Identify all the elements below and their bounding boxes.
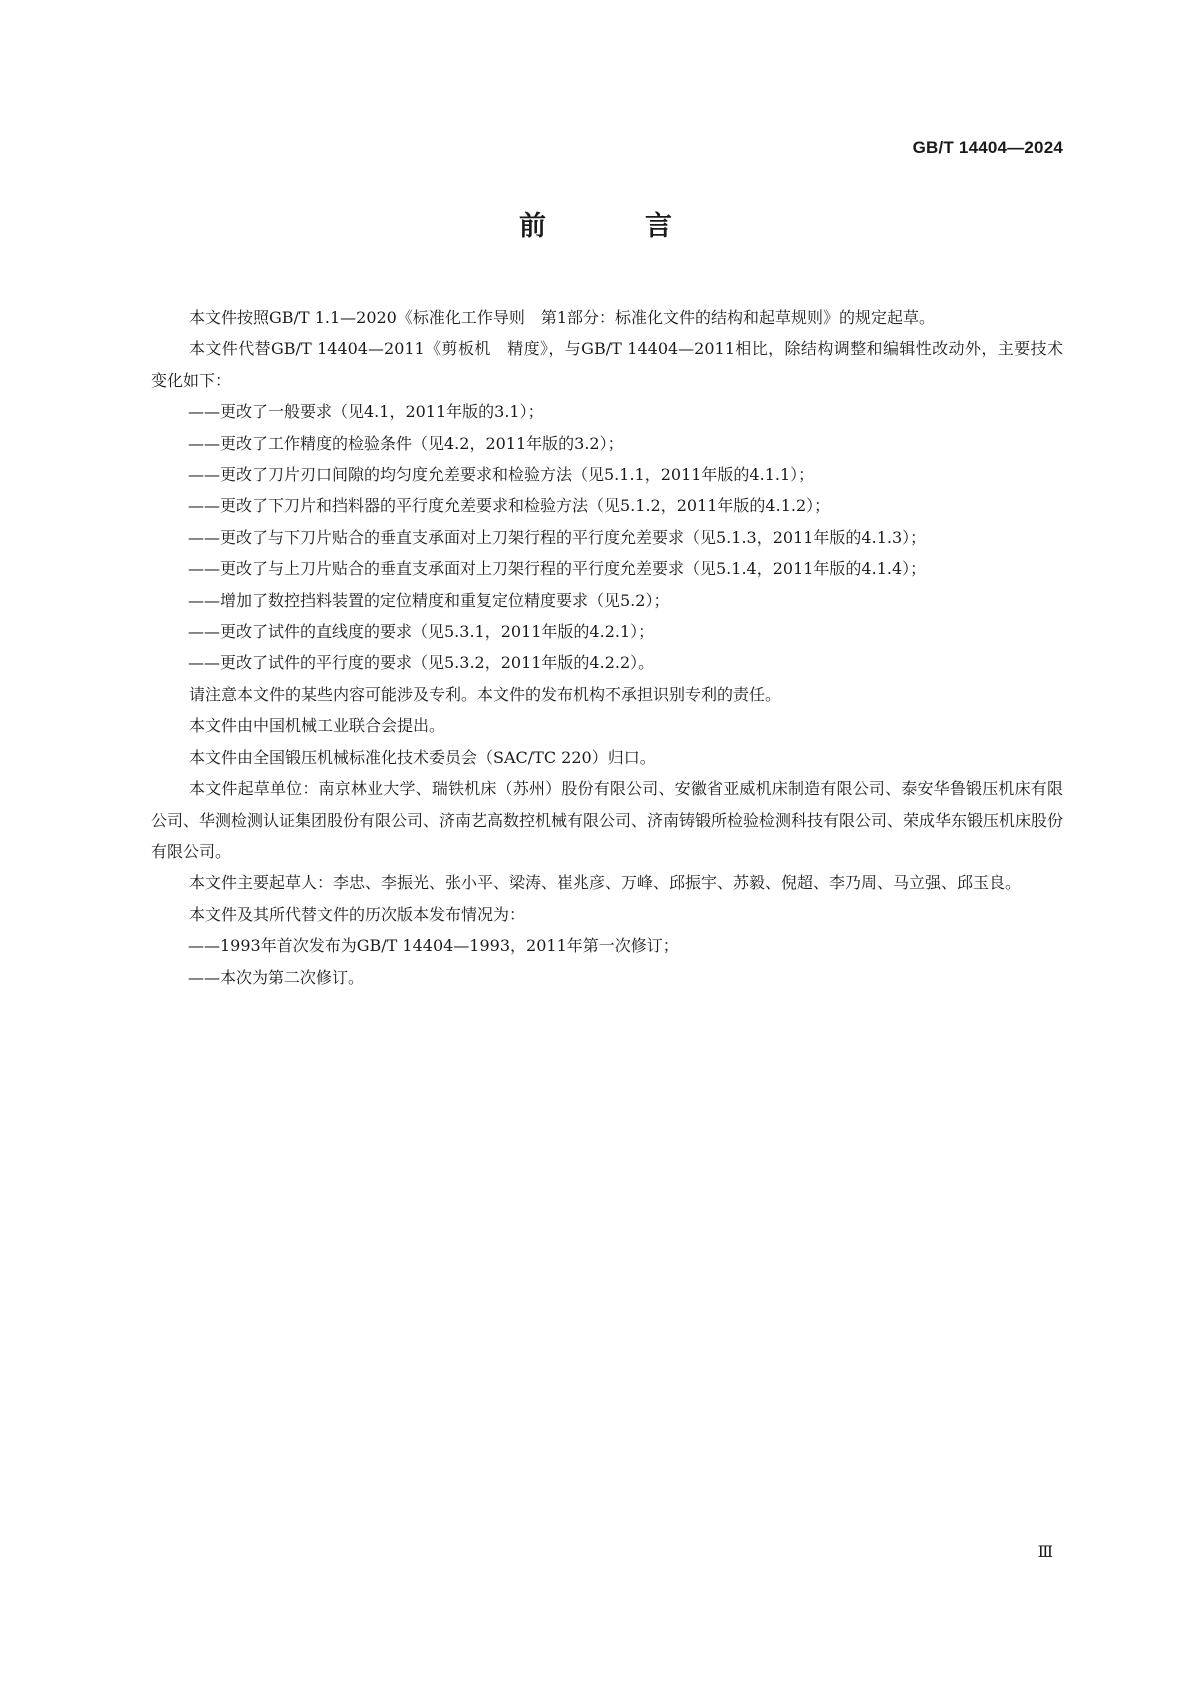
paragraph-drafters: 本文件主要起草人：李忠、李振光、张小平、梁涛、崔兆彦、万峰、邱振宇、苏毅、倪超、李乃周、马立强、邱玉良。 — [189, 873, 1022, 893]
history-item: ——本次为第二次修订。 — [188, 967, 365, 987]
foreword-body — [151, 302, 1063, 993]
paragraph-drafting-units: 本文件起草单位：南京林业大学、瑞铁机床（苏州）股份有限公司、安徽省亚威机床制造有限公司、泰安华鲁锻压机床有限公司、华测检测认证集团股份有限公司、济南艺高数控机械有限公司、济南铸锻所检验检测科技有限公司、荣成华东锻压机床股份有限公司。 — [151, 779, 1064, 861]
paragraph-patent-notice: 请注意本文件的某些内容可能涉及专利。本文件的发布机构不承担识别专利的责任。 — [189, 684, 782, 704]
change-item: ——更改了与下刀片贴合的垂直支承面对上刀架行程的平行度允差要求（见5.1.3，2011年版的4.1.3）； — [188, 527, 927, 547]
page-title: 前 言 — [519, 211, 708, 242]
change-item: ——更改了试件的直线度的要求（见5.3.1，2011年版的4.2.1）； — [188, 622, 655, 642]
paragraph-committee: 本文件由全国锻压机械标准化技术委员会（SAC/TC 220）归口。 — [189, 747, 656, 767]
change-item: ——更改了下刀片和挡料器的平行度允差要求和检验方法（见5.1.2，2011年版的4.1.2）； — [188, 496, 831, 516]
change-item: ——增加了数控挡料装置的定位精度和重复定位精度要求（见5.2）； — [188, 590, 670, 610]
history-item: ——1993年首次发布为GB/T 14404—1993，2011年第一次修订； — [188, 936, 679, 956]
change-item: ——更改了一般要求（见4.1，2011年版的3.1）； — [188, 402, 544, 422]
change-item: ——更改了与上刀片贴合的垂直支承面对上刀架行程的平行度允差要求（见5.1.4，2011年版的4.1.4）； — [188, 559, 927, 579]
change-item: ——更改了试件的平行度的要求（见5.3.2，2011年版的4.2.2）。 — [188, 653, 655, 673]
standard-number: GB/T 14404—2024 — [912, 138, 1063, 157]
change-item: ——更改了工作精度的检验条件（见4.2，2011年版的3.2）； — [188, 433, 624, 453]
change-item: ——更改了刀片刃口间隙的均匀度允差要求和检验方法（见5.1.1，2011年版的4.1.1）； — [188, 465, 815, 485]
page-number: Ⅲ — [1037, 1542, 1053, 1561]
paragraph-replacement: 本文件代替GB/T 14404—2011《剪板机 精度》，与GB/T 14404—2011相比，除结构调整和编辑性改动外，主要技术变化如下： — [151, 339, 1063, 390]
paragraph-history-intro: 本文件及其所代替文件的历次版本发布情况为： — [189, 904, 526, 924]
paragraph-proposer: 本文件由中国机械工业联合会提出。 — [189, 716, 446, 736]
paragraph-drafting-rules: 本文件按照GB/T 1.1—2020《标准化工作导则 第1部分：标准化文件的结构和起草规则》的规定起草。 — [189, 308, 936, 327]
